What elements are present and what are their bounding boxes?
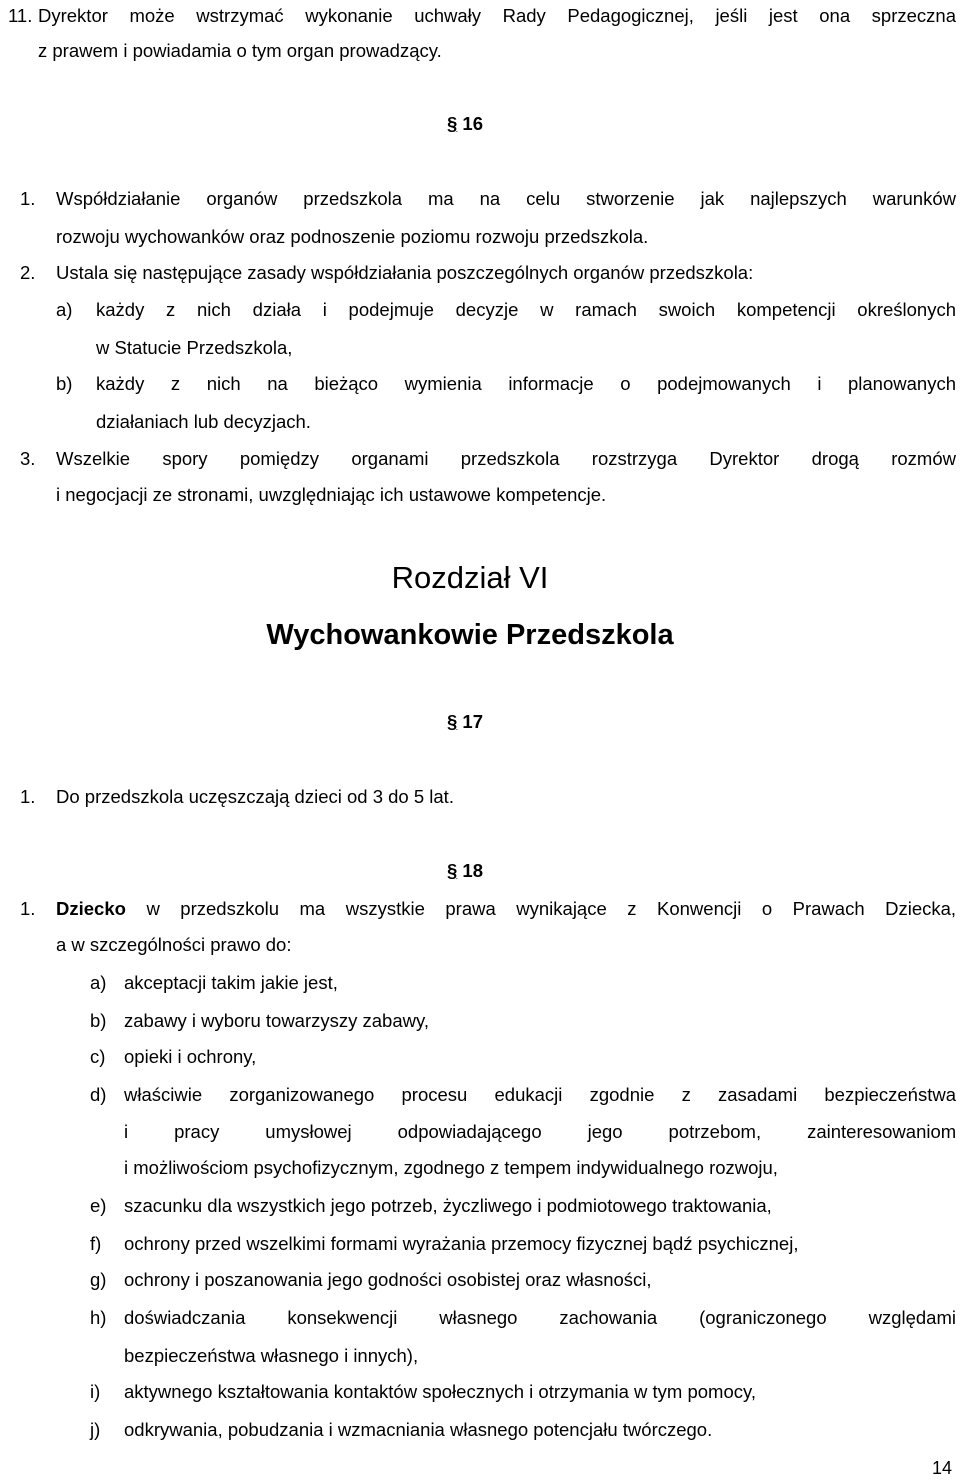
list-label: a) <box>90 972 107 993</box>
text-line: doświadczania konsekwencji własnego zachowania (ograniczonego względami <box>124 1307 956 1328</box>
text-line: akceptacji takim jakie jest, <box>124 972 338 993</box>
text-line: każdy z nich działa i podejmuje decyzje w ramach swoich kompetencji określonych <box>96 299 956 320</box>
list-label: i) <box>90 1381 101 1402</box>
list-label: j) <box>90 1419 101 1440</box>
text-line: każdy z nich na bieżąco wymienia informacje o podejmowanych i planowanych <box>96 373 956 394</box>
list-label: d) <box>90 1084 107 1105</box>
list-label: f) <box>90 1233 102 1254</box>
list-label: c) <box>90 1046 106 1067</box>
text-line: działaniach lub decyzjach. <box>96 411 311 432</box>
text-line: bezpieczeństwa własnego i innych), <box>124 1345 419 1366</box>
text-line: Do przedszkola uczęszczają dzieci od 3 do 5 lat. <box>56 786 454 807</box>
paragraph-number: 1. <box>20 786 36 807</box>
text-line: ochrony przed wszelkimi formami wyrażania przemocy fizycznej bądź psychicznej, <box>124 1233 799 1254</box>
text-line: z prawem i powiadamia o tym organ prowadzący. <box>38 40 442 61</box>
section-symbol: § <box>446 113 458 134</box>
text-span: w przedszkolu ma wszystkie prawa wynikające z Konwencji o Prawach Dziecka, <box>146 898 957 919</box>
section-heading-16 <box>435 113 495 135</box>
section-symbol: § <box>446 711 458 732</box>
text-line: zabawy i wyboru towarzyszy zabawy, <box>124 1010 430 1031</box>
text-line: i możliwościom psychofizycznym, zgodnego z tempem indywidualnego rozwoju, <box>124 1157 778 1178</box>
section-number: 18 <box>462 860 483 881</box>
text-line: Wszelkie spory pomiędzy organami przedszkola rozstrzyga Dyrektor drogą rozmów <box>56 448 956 469</box>
text-line: Współdziałanie organów przedszkola ma na celu stworzenie jak najlepszych warunków <box>56 188 956 209</box>
text-line: i pracy umysłowej odpowiadającego jego potrzebom, zainteresowaniom <box>124 1121 957 1142</box>
text-line: w Statucie Przedszkola, <box>96 337 293 358</box>
text-line: właściwie zorganizowanego procesu edukacji zgodnie z zasadami bezpieczeństwa <box>124 1084 956 1105</box>
list-label: g) <box>90 1269 107 1290</box>
section-heading-17 <box>435 711 495 733</box>
text-line: opieki i ochrony, <box>124 1046 257 1067</box>
list-label: b) <box>56 373 73 394</box>
text-line: a w szczególności prawo do: <box>56 934 292 955</box>
list-label: h) <box>90 1307 107 1328</box>
text-line <box>56 898 956 920</box>
text-line: Ustala się następujące zasady współdziałania poszczególnych organów przedszkola: <box>56 262 754 283</box>
paragraph-number: 2. <box>20 262 36 283</box>
chapter-title: Rozdział VI <box>391 560 549 595</box>
text-line: i negocjacji ze stronami, uwzględniając ich ustawowe kompetencje. <box>56 484 607 505</box>
section-number: 17 <box>462 711 483 732</box>
emphasis-text: Dziecko <box>56 898 126 919</box>
text-line: szacunku dla wszystkich jego potrzeb, życzliwego i podmiotowego traktowania, <box>124 1195 772 1216</box>
paragraph-number: 11. <box>8 5 33 26</box>
text-line: aktywnego kształtowania kontaktów społecznych i otrzymania w tym pomocy, <box>124 1381 757 1402</box>
text-line: ochrony i poszanowania jego godności osobistej oraz własności, <box>124 1269 652 1290</box>
list-label: b) <box>90 1010 107 1031</box>
text-line: rozwoju wychowanków oraz podnoszenie poziomu rozwoju przedszkola. <box>56 226 649 247</box>
list-label: e) <box>90 1195 107 1216</box>
text-line: odkrywania, pobudzania i wzmacniania własnego potencjału twórczego. <box>124 1419 713 1440</box>
list-label: a) <box>56 299 73 320</box>
paragraph-number: 1. <box>20 898 36 919</box>
section-symbol: § <box>446 860 458 881</box>
text-line: Dyrektor może wstrzymać wykonanie uchwały Rady Pedagogicznej, jeśli jest ona sprzeczna <box>38 5 956 26</box>
paragraph-number: 3. <box>20 448 36 469</box>
paragraph-number: 1. <box>20 188 36 209</box>
section-number: 16 <box>462 113 483 134</box>
page-number: 14 <box>931 1458 952 1478</box>
section-heading-18 <box>435 860 495 882</box>
chapter-subtitle: Wychowankowie Przedszkola <box>266 619 674 651</box>
